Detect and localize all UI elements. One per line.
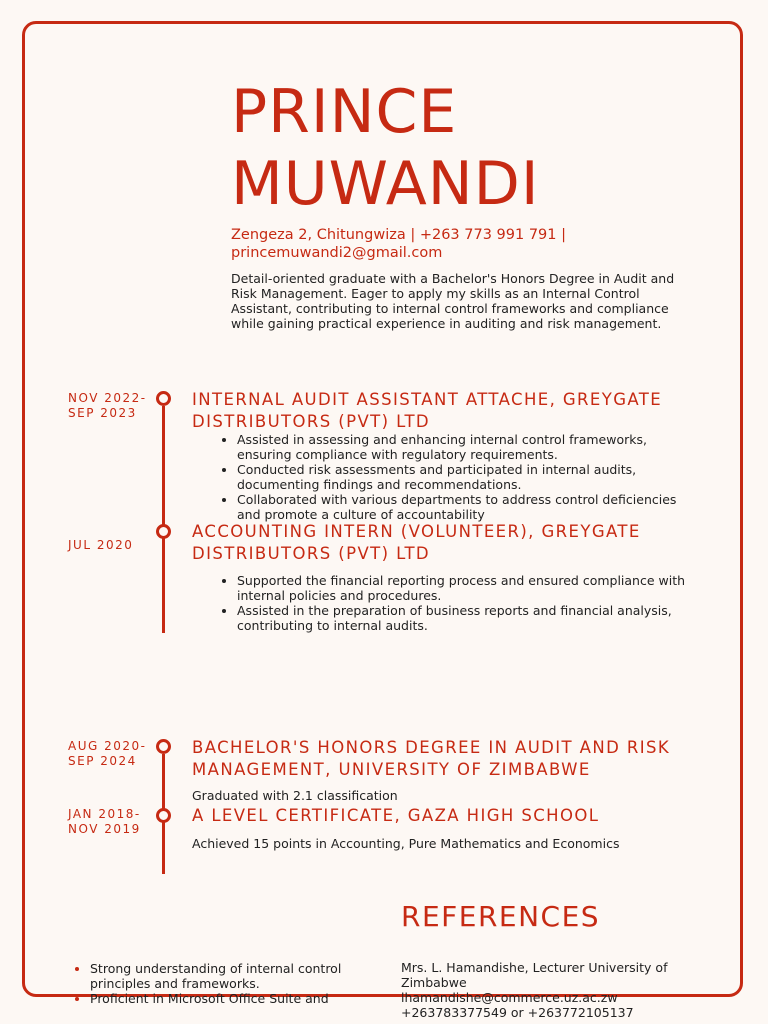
timeline-dot [156,808,171,823]
experience-timeline-line [162,406,165,633]
experience-title-1: INTERNAL AUDIT ASSISTANT ATTACHE, GREYGATE DISTRIBUTORS (PVT) LTD [192,390,663,431]
education-desc-1: Graduated with 2.1 classification [192,788,398,803]
date-end: SEP 2023 [68,405,137,420]
education-title-1: BACHELOR'S HONORS DEGREE IN AUDIT AND RISK MANAGEMENT, UNIVERSITY OF ZIMBABWE [192,738,671,779]
timeline-dot [156,391,171,406]
list-item: • Conducted risk assessments and participated in internal audits, documenting findings and recommendations. [237,462,702,492]
education-title-2: A LEVEL CERTIFICATE, GAZA HIGH SCHOOL [192,806,600,825]
contact-email[interactable]: princemuwandi2@gmail.com [231,245,443,261]
date-start: JAN 2018- [68,807,141,821]
experience-title-2: ACCOUNTING INTERN (VOLUNTEER), GREYGATE DISTRIBUTORS (PVT) LTD [192,522,641,563]
date-start: AUG 2020- [68,739,147,753]
reference-name: Mrs. L. Hamandishe, Lecturer University of Zimbabwe [401,960,668,990]
education-date-2 [68,807,158,836]
timeline-dot [156,524,171,539]
date-end: SEP 2024 [68,753,137,768]
contact-info [231,226,701,262]
list-item: • Assisted in assessing and enhancing internal control frameworks, ensuring compliance with regulatory requirements. [237,432,702,462]
references-body [401,960,701,1020]
list-item: • Proficient in Microsoft Office Suite and [90,991,365,1006]
experience-date-1 [68,391,158,420]
list-item: • Collaborated with various departments to address control deficiencies and promote a culture of accountability [237,492,702,522]
experience-date-2 [68,538,158,553]
list-item: • Strong understanding of internal control principles and frameworks. [90,961,365,991]
skills-list [65,961,365,1006]
date-start: JUL 2020 [68,538,134,552]
education-date-1 [68,739,158,768]
date-start: NOV 2022- [68,391,147,405]
references-heading: REFERENCES [401,900,601,933]
contact-address-phone: Zengeza 2, Chitungwiza | +263 773 991 791 | [231,227,566,243]
education-desc-2: Achieved 15 points in Accounting, Pure Mathematics and Economics [192,836,620,851]
date-end: NOV 2019 [68,821,141,836]
experience-bullets-2 [192,573,702,633]
name-line-1: PRINCE [231,77,458,147]
timeline-dot [156,739,171,754]
experience-bullets-1 [192,432,702,522]
list-item: • Assisted in the preparation of business reports and financial analysis, contributing to internal audits. [237,603,702,633]
name-line-2: MUWANDI [231,149,540,219]
profile-summary: Detail-oriented graduate with a Bachelor's Honors Degree in Audit and Risk Management. Eager to apply my skills as an Internal Control Assistant, contributing to internal control frameworks and compliance while gaining practical experience in auditing and risk management. [231,271,675,331]
list-item: • Supported the financial reporting process and ensured compliance with internal policies and procedures. [237,573,702,603]
reference-email[interactable]: lhamandishe@commerce.uz.ac.zw [401,990,618,1005]
reference-phone: +263783377549 or +263772105137 [401,1005,634,1020]
candidate-name [231,76,691,220]
